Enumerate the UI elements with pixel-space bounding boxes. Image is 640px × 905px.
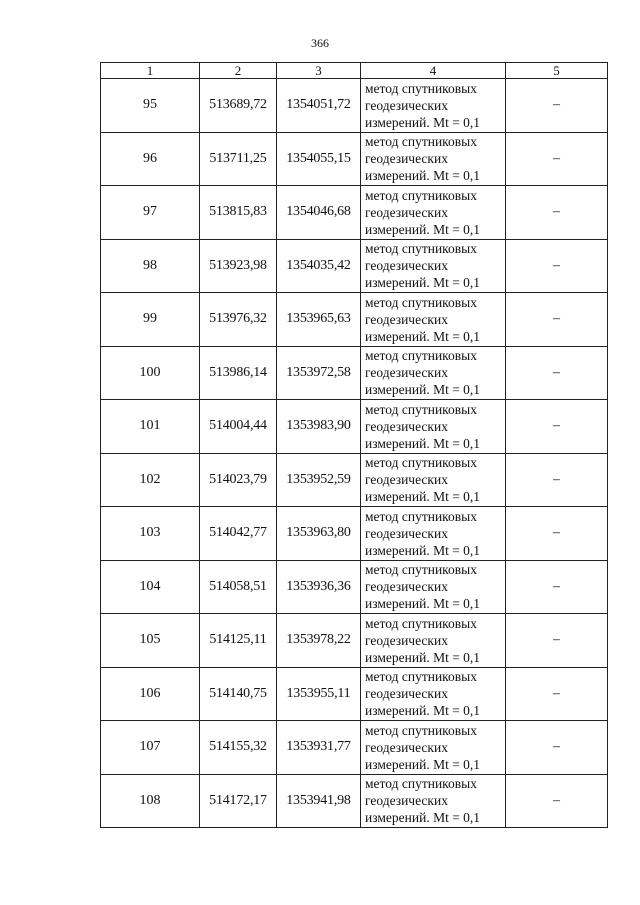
point-number-cell: 95 [101, 79, 200, 133]
method-line: измерений. Mt = 0,1 [365, 328, 481, 344]
method-cell [361, 774, 506, 828]
point-number-cell: 99 [101, 293, 200, 347]
x-coordinate-cell: 514172,17 [200, 774, 277, 828]
column-header-5: 5 [506, 63, 608, 79]
method-line: измерений. Mt = 0,1 [365, 649, 481, 665]
method-cell [361, 614, 506, 668]
method-line: измерений. Mt = 0,1 [365, 542, 481, 558]
method-line: измерений. Mt = 0,1 [365, 435, 481, 451]
table-row [101, 507, 608, 561]
method-line: метод спутниковых [365, 134, 477, 150]
point-number-cell: 101 [101, 400, 200, 454]
point-number-cell: 100 [101, 346, 200, 400]
x-coordinate-cell: 513689,72 [200, 79, 277, 133]
x-coordinate-cell: 514155,32 [200, 721, 277, 775]
method-cell [361, 79, 506, 133]
method-line: геодезических [365, 204, 448, 220]
method-line: метод спутниковых [365, 401, 477, 417]
table-row [101, 400, 608, 454]
point-number-cell: 103 [101, 507, 200, 561]
method-line: метод спутниковых [365, 80, 477, 96]
table-row [101, 293, 608, 347]
note-cell: – [506, 721, 608, 775]
table-row [101, 774, 608, 828]
method-line: измерений. Mt = 0,1 [365, 275, 481, 291]
method-cell [361, 132, 506, 186]
table-header-row [101, 63, 608, 79]
method-line: измерений. Mt = 0,1 [365, 756, 481, 772]
note-cell: – [506, 560, 608, 614]
coordinates-table [100, 62, 608, 828]
note-cell: – [506, 400, 608, 454]
x-coordinate-cell: 514058,51 [200, 560, 277, 614]
method-line: геодезических [365, 258, 448, 274]
method-cell [361, 453, 506, 507]
x-coordinate-cell: 513711,25 [200, 132, 277, 186]
point-number-cell: 96 [101, 132, 200, 186]
x-coordinate-cell: 513976,32 [200, 293, 277, 347]
note-cell: – [506, 774, 608, 828]
method-line: измерений. Mt = 0,1 [365, 596, 481, 612]
point-number-cell: 108 [101, 774, 200, 828]
table-row [101, 239, 608, 293]
y-coordinate-cell: 1353955,11 [277, 667, 361, 721]
table-row [101, 453, 608, 507]
method-line: измерений. Mt = 0,1 [365, 810, 481, 826]
note-cell: – [506, 186, 608, 240]
method-line: метод спутниковых [365, 348, 477, 364]
table-row [101, 667, 608, 721]
page-number: 366 [311, 36, 329, 50]
method-line: геодезических [365, 579, 448, 595]
method-line: геодезических [365, 793, 448, 809]
method-line: метод спутниковых [365, 669, 477, 685]
method-line: метод спутниковых [365, 722, 477, 738]
y-coordinate-cell: 1353952,59 [277, 453, 361, 507]
method-cell [361, 186, 506, 240]
method-line: метод спутниковых [365, 455, 477, 471]
method-line: геодезических [365, 686, 448, 702]
method-cell [361, 239, 506, 293]
column-header-1: 1 [101, 63, 200, 79]
note-cell: – [506, 346, 608, 400]
x-coordinate-cell: 513986,14 [200, 346, 277, 400]
x-coordinate-cell: 513923,98 [200, 239, 277, 293]
y-coordinate-cell: 1354046,68 [277, 186, 361, 240]
method-line: геодезических [365, 97, 448, 113]
column-header-3: 3 [277, 63, 361, 79]
table-row [101, 79, 608, 133]
point-number-cell: 107 [101, 721, 200, 775]
method-line: измерений. Mt = 0,1 [365, 168, 481, 184]
method-line: геодезических [365, 739, 448, 755]
note-cell: – [506, 507, 608, 561]
method-line: метод спутниковых [365, 776, 477, 792]
point-number-cell: 106 [101, 667, 200, 721]
point-number-cell: 102 [101, 453, 200, 507]
table-row [101, 721, 608, 775]
x-coordinate-cell: 514023,79 [200, 453, 277, 507]
y-coordinate-cell: 1353936,36 [277, 560, 361, 614]
x-coordinate-cell: 514125,11 [200, 614, 277, 668]
method-line: измерений. Mt = 0,1 [365, 221, 481, 237]
column-header-2: 2 [200, 63, 277, 79]
x-coordinate-cell: 514004,44 [200, 400, 277, 454]
method-line: геодезических [365, 472, 448, 488]
method-line: геодезических [365, 311, 448, 327]
note-cell: – [506, 667, 608, 721]
method-line: метод спутниковых [365, 294, 477, 310]
y-coordinate-cell: 1353965,63 [277, 293, 361, 347]
method-cell [361, 721, 506, 775]
method-line: метод спутниковых [365, 187, 477, 203]
note-cell: – [506, 293, 608, 347]
method-line: измерений. Mt = 0,1 [365, 382, 481, 398]
y-coordinate-cell: 1353978,22 [277, 614, 361, 668]
method-line: метод спутниковых [365, 241, 477, 257]
y-coordinate-cell: 1353972,58 [277, 346, 361, 400]
table-row [101, 132, 608, 186]
note-cell: – [506, 132, 608, 186]
method-line: измерений. Mt = 0,1 [365, 703, 481, 719]
method-cell [361, 507, 506, 561]
method-line: измерений. Mt = 0,1 [365, 114, 481, 130]
method-line: метод спутниковых [365, 562, 477, 578]
y-coordinate-cell: 1354055,15 [277, 132, 361, 186]
method-line: геодезических [365, 151, 448, 167]
method-cell [361, 560, 506, 614]
note-cell: – [506, 614, 608, 668]
method-line: геодезических [365, 632, 448, 648]
y-coordinate-cell: 1353963,80 [277, 507, 361, 561]
note-cell: – [506, 79, 608, 133]
point-number-cell: 98 [101, 239, 200, 293]
table-row [101, 560, 608, 614]
x-coordinate-cell: 513815,83 [200, 186, 277, 240]
method-cell [361, 667, 506, 721]
table-row [101, 186, 608, 240]
y-coordinate-cell: 1353931,77 [277, 721, 361, 775]
note-cell: – [506, 453, 608, 507]
x-coordinate-cell: 514140,75 [200, 667, 277, 721]
x-coordinate-cell: 514042,77 [200, 507, 277, 561]
method-line: геодезических [365, 365, 448, 381]
point-number-cell: 104 [101, 560, 200, 614]
y-coordinate-cell: 1353983,90 [277, 400, 361, 454]
method-line: метод спутниковых [365, 615, 477, 631]
y-coordinate-cell: 1353941,98 [277, 774, 361, 828]
method-cell [361, 346, 506, 400]
method-cell [361, 400, 506, 454]
table-row [101, 614, 608, 668]
column-header-4: 4 [361, 63, 506, 79]
table-row [101, 346, 608, 400]
y-coordinate-cell: 1354051,72 [277, 79, 361, 133]
method-cell [361, 293, 506, 347]
note-cell: – [506, 239, 608, 293]
y-coordinate-cell: 1354035,42 [277, 239, 361, 293]
method-line: метод спутниковых [365, 508, 477, 524]
method-line: измерений. Mt = 0,1 [365, 489, 481, 505]
point-number-cell: 105 [101, 614, 200, 668]
point-number-cell: 97 [101, 186, 200, 240]
method-line: геодезических [365, 418, 448, 434]
method-line: геодезических [365, 525, 448, 541]
